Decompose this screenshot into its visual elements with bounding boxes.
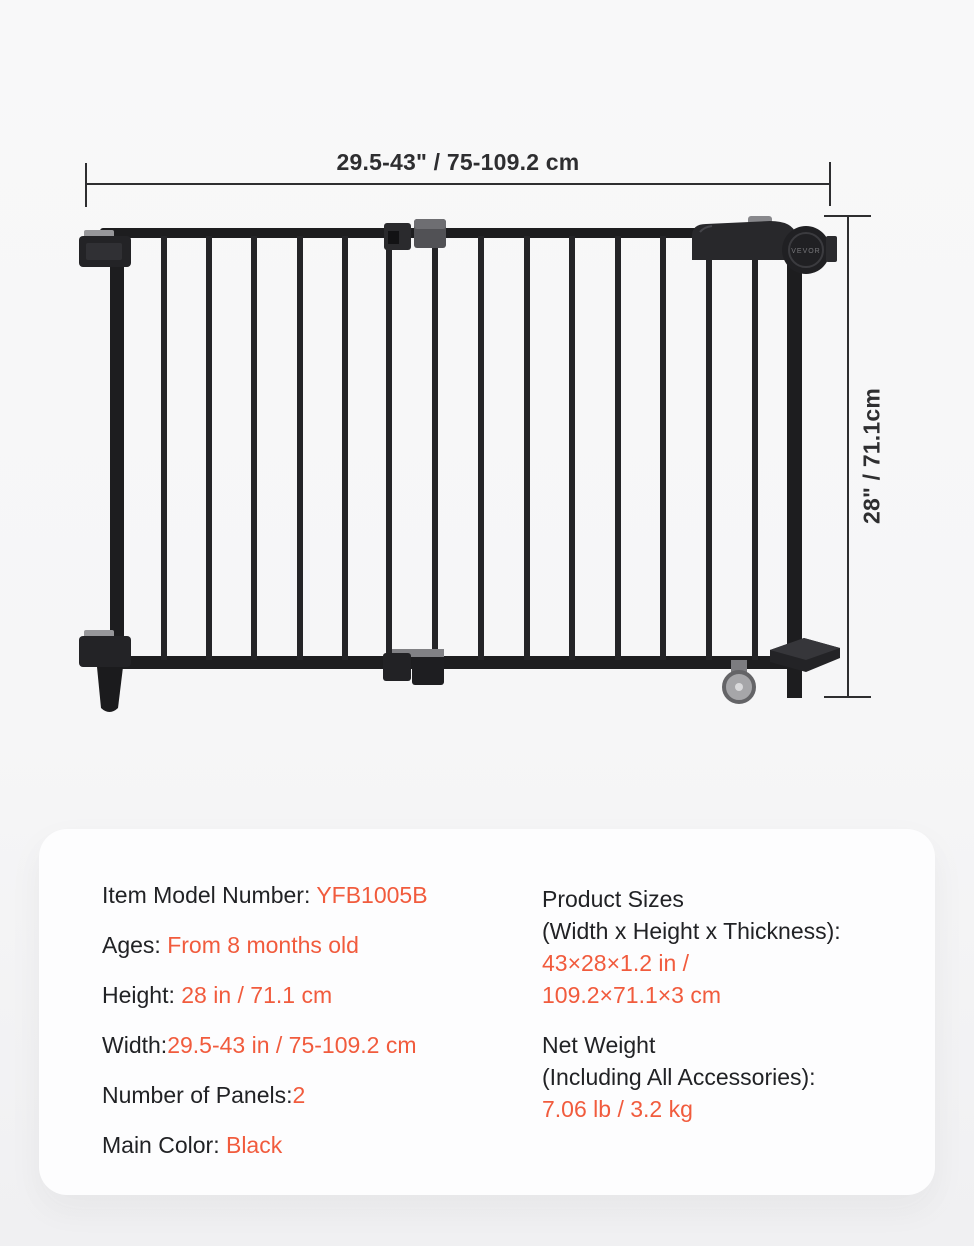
spec-block-title: Product Sizes — [542, 886, 684, 912]
spec-value: From 8 months old — [167, 932, 359, 958]
spec-value: 2 — [292, 1082, 306, 1108]
spec-block-title: Net Weight — [542, 1032, 656, 1058]
spec-block-subtitle: (Width x Height x Thickness): — [542, 918, 841, 944]
gate-rubber-foot — [97, 667, 123, 712]
spec-value: 28 in / 71.1 cm — [181, 982, 333, 1008]
spec-row-color — [102, 1133, 532, 1157]
spec-block-value: 109.2×71.1×3 cm — [542, 982, 722, 1008]
width-dimension-label: 29.5-43" / 75-109.2 cm — [336, 149, 580, 175]
gate-frame — [100, 228, 802, 698]
spec-label: Height: — [102, 982, 182, 1008]
brand-badge-text: VEVOR — [791, 248, 821, 255]
spec-label: Ages: — [102, 932, 168, 958]
spec-label: Number of Panels: — [102, 1082, 293, 1108]
height-dimension-label: 28" / 71.1cm — [858, 387, 885, 525]
spec-block-value: 7.06 lb / 3.2 kg — [542, 1096, 693, 1122]
gate-bars — [161, 236, 758, 660]
spec-block-value: 43×28×1.2 in / — [542, 950, 690, 976]
spec-row-model-number — [102, 883, 532, 907]
spec-value: Black — [225, 1132, 283, 1158]
spec-list-right — [542, 883, 922, 1125]
spec-label: Main Color: — [102, 1132, 226, 1158]
spec-row-panels — [102, 1083, 532, 1107]
spec-row-height — [102, 983, 532, 1007]
spec-block-net-weight — [542, 1029, 922, 1125]
spec-list-left — [102, 883, 532, 1183]
gate-wall-mounts — [79, 230, 840, 712]
spec-label: Item Model Number: — [102, 882, 317, 908]
spec-value: 29.5-43 in / 75-109.2 cm — [167, 1032, 417, 1058]
gate-latch-handle — [692, 216, 837, 274]
spec-value: YFB1005B — [316, 882, 428, 908]
spec-label: Width: — [102, 1032, 168, 1058]
spec-block-product-sizes — [542, 883, 922, 1011]
spec-row-width — [102, 1033, 532, 1057]
spec-block-subtitle: (Including All Accessories): — [542, 1064, 816, 1090]
spec-row-ages — [102, 933, 532, 957]
spec-panel — [39, 829, 935, 1195]
